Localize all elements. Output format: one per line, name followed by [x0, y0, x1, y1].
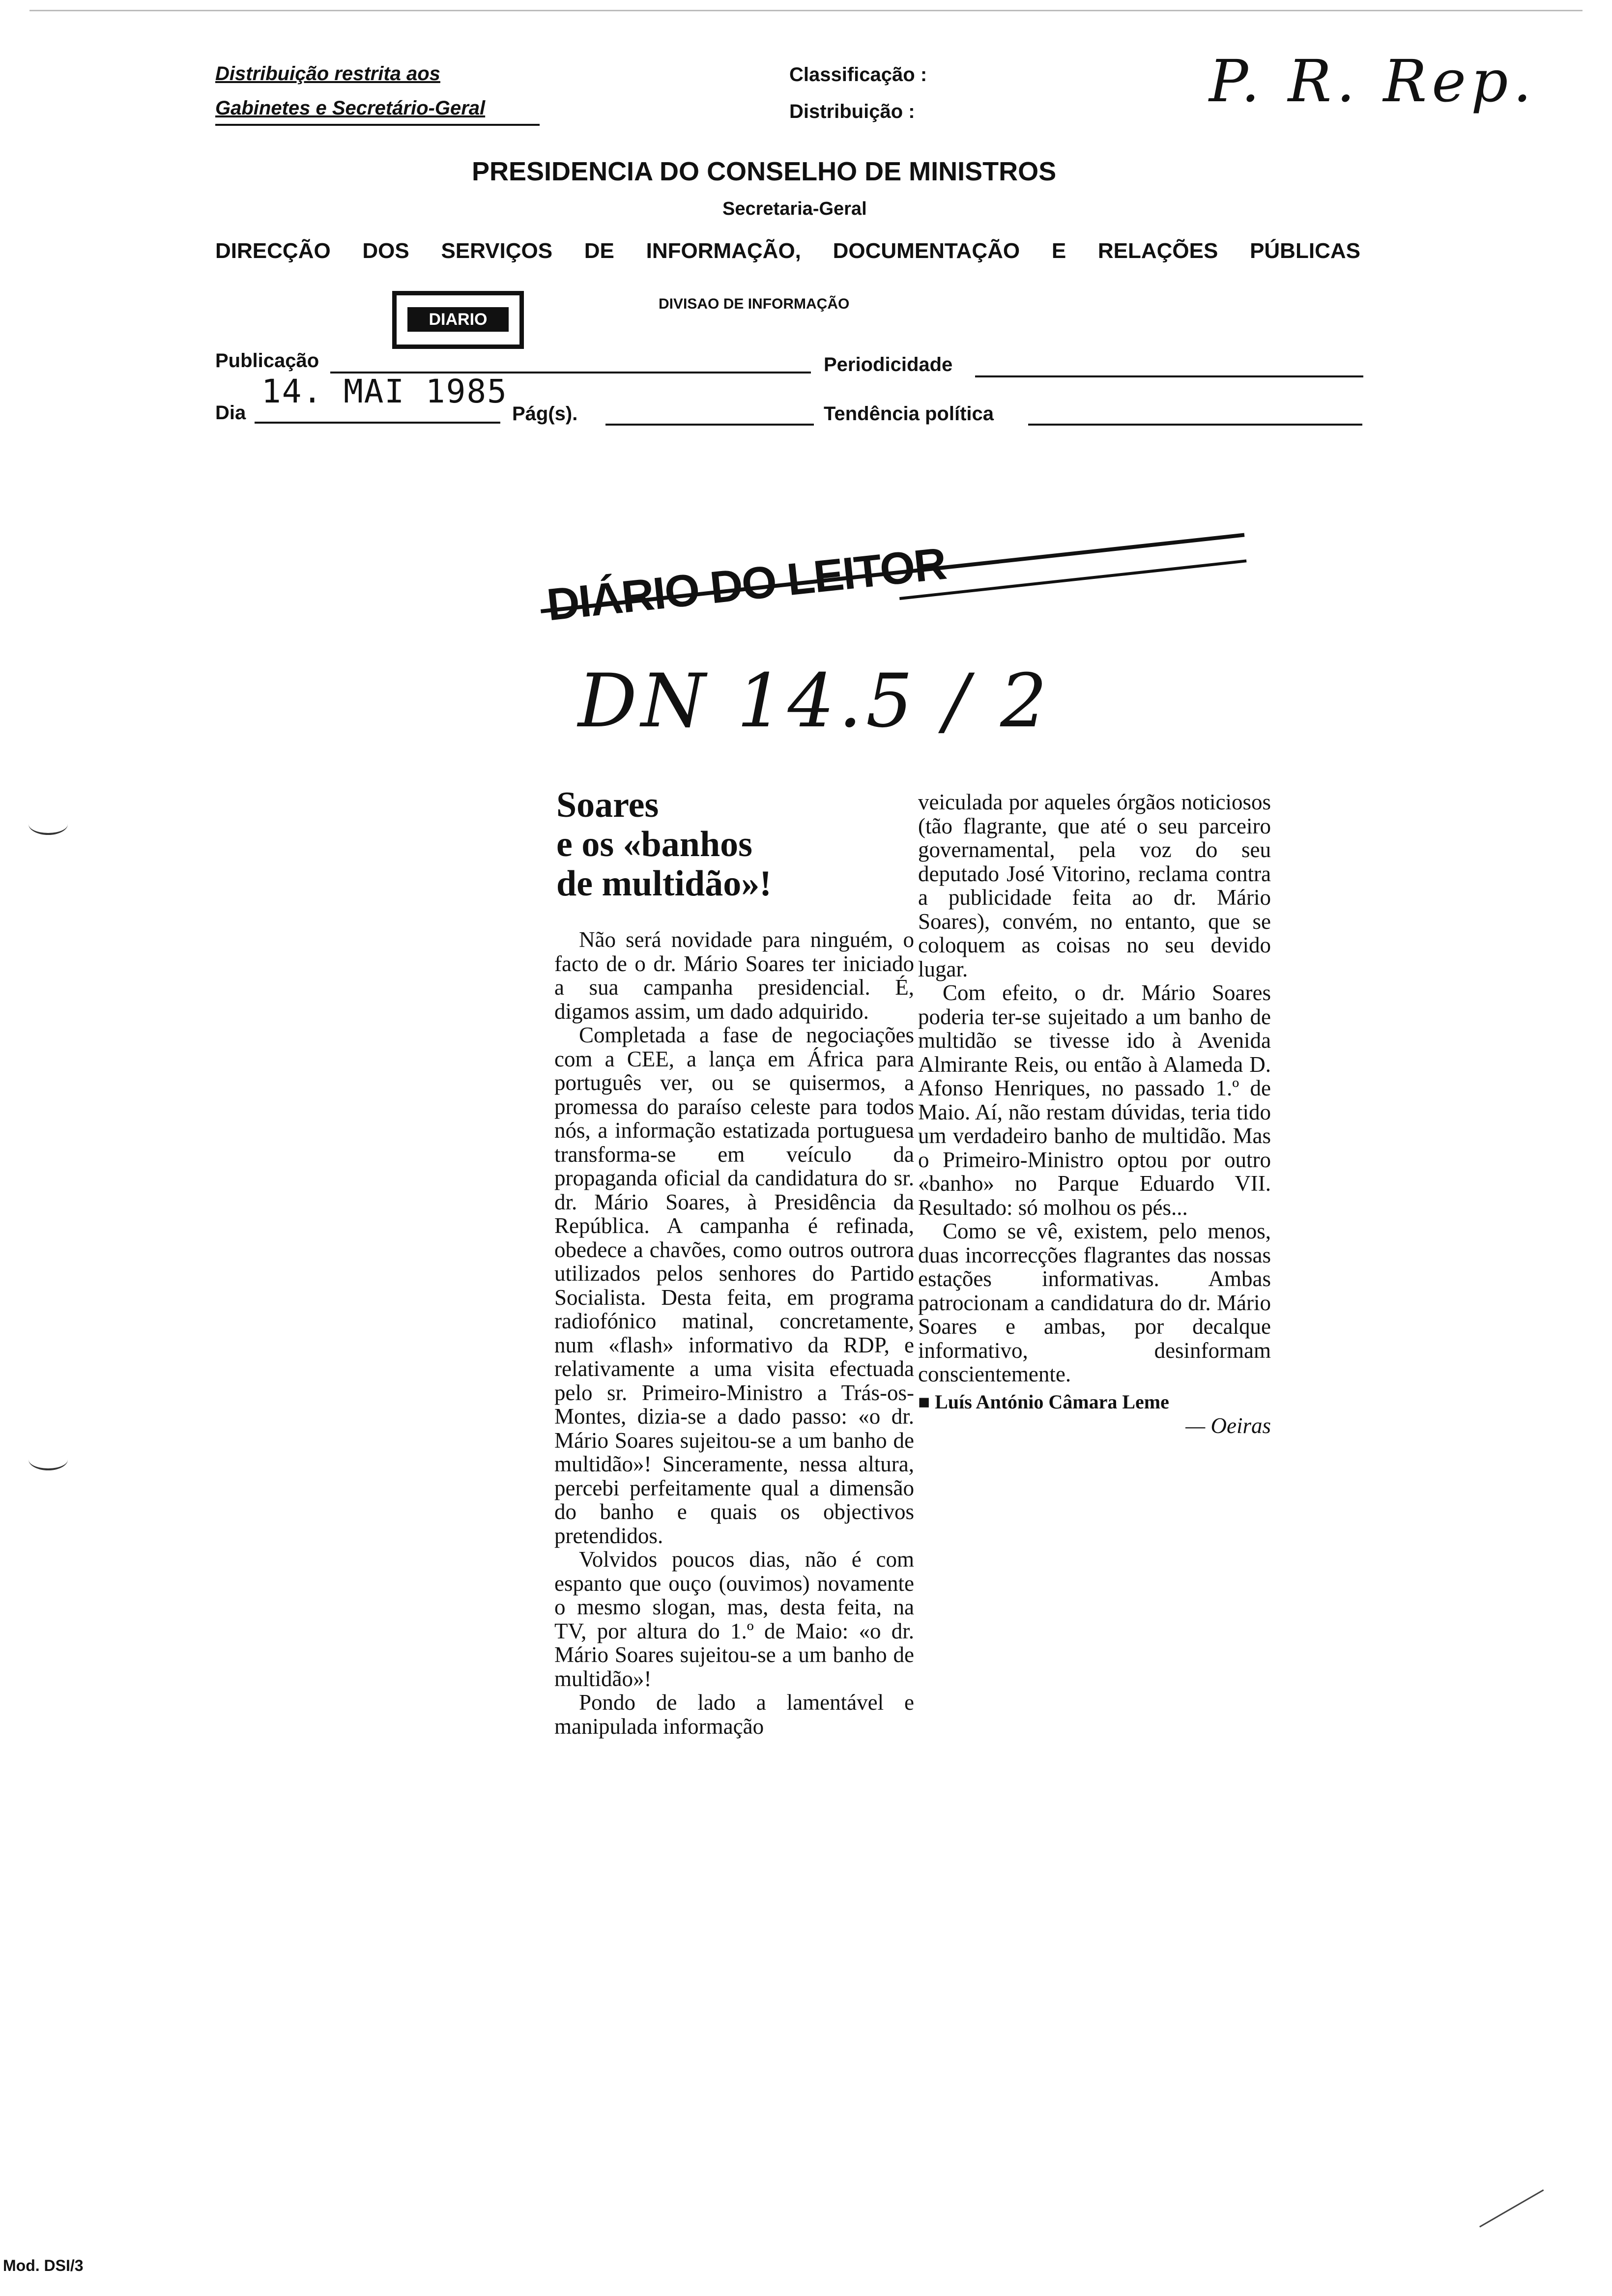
pag-label: Pág(s). [512, 403, 578, 425]
handwritten-note: P. R. Rep. [1209, 47, 1537, 115]
distribution-underline [215, 124, 540, 126]
direction-word: DOS [362, 239, 409, 263]
dia-field [255, 422, 500, 424]
paragraph: Completada a fase de negociações com a CEE, a lança em África para português ver, ou se quisermos, a promessa do paraíso celeste para todos nós, a informação estatizada portuguesa transforma-se em veículo da propaganda oficial da candidatura do sr. dr. Mário Soares, à Presidência da República. A campanha é refinada, obedece a chavões, como outros outrora utilizados pelos senhores do Partido Socialista. Desta feita, em programa radiofónico matinal, concretamente, num «flash» informativo da RDP, e relativamente a uma visita efectuada pelo sr. Primeiro-Ministro a Trás-os-Montes, dizia-se a dado passo: «o dr. Mário Soares sujeitou-se a um banho de multidão»! Sinceramente, nessa altura, percebi perfeitamente qual a dimensão do banho e quais os objectivos pretendidos. [554, 1023, 914, 1548]
margin-mark [29, 1449, 68, 1470]
division-label: DIVISAO DE INFORMAÇÃO [659, 296, 850, 312]
pag-field [605, 424, 814, 426]
direction-word: PÚBLICAS [1250, 239, 1360, 263]
direction-word: DE [584, 239, 614, 263]
headline-line: e os «banhos [556, 824, 752, 864]
headline [556, 785, 772, 903]
tendencia-label: Tendência política [824, 403, 994, 425]
corner-mark [1479, 2189, 1544, 2228]
paragraph: Com efeito, o dr. Mário Soares poderia ter-se sujeitado a um banho de multidão se tivesse ido à Avenida Almirante Reis, ou então à Alameda D. Afonso Henriques, no passado 1.º de Maio. Aí, não restam dúvidas, teria tido um verdadeiro banho de multidão. Mas o Primeiro-Ministro optou por outro «banho» no Parque Eduardo VII. Resultado: só molhou os pés... [918, 980, 1271, 1220]
signature-place: — Oeiras [1185, 1413, 1271, 1438]
direction-line [215, 239, 1360, 263]
paragraph: veiculada por aqueles órgãos noticiosos (tão flagrante, que até o seu parceiro governamental, pela voz do seu deputado José Vitorino, reclama contra a publicidade feita ao dr. Mário Soares), convém, no entanto, que se coloquem as coisas no seu devido lugar. [918, 790, 1271, 981]
headline-line: Soares [556, 785, 659, 825]
org-subtitle: Secretaria-Geral [722, 199, 867, 219]
diario-stamp [392, 291, 524, 349]
handwritten-ref: DN 14.5 / 2 [578, 659, 1051, 744]
periodicidade-field [975, 375, 1363, 377]
form-code: Mod. DSI/3 [3, 2257, 84, 2274]
tendencia-field [1028, 424, 1362, 426]
distribution-line-2: Gabinetes e Secretário-Geral [215, 97, 486, 119]
paragraph: Pondo de lado a lamentável e manipulada informação [554, 1690, 914, 1739]
headline-line: de multidão»! [556, 863, 772, 904]
direction-word: RELAÇÕES [1097, 239, 1218, 263]
signature-name: ■ Luís António Câmara Leme [918, 1390, 1169, 1413]
direction-word: DIRECÇÃO [215, 239, 331, 263]
distribution-line-1: Distribuição restrita aos [215, 63, 440, 85]
article-column-1 [554, 928, 914, 1738]
direction-word: SERVIÇOS [441, 239, 553, 263]
publicacao-label: Publicação [215, 350, 319, 372]
direction-word: INFORMAÇÃO, [646, 239, 801, 263]
classification-label: Classificação : [789, 64, 927, 86]
direction-word: DOCUMENTAÇÃO [833, 239, 1020, 263]
periodicidade-label: Periodicidade [824, 354, 953, 375]
top-rule [29, 10, 1583, 11]
paragraph: Não será novidade para ninguém, o facto de o dr. Mário Soares ter iniciado a sua campanha presidencial. É, digamos assim, um dado adquirido. [554, 927, 914, 1024]
stamp-label: DIARIO [407, 307, 509, 332]
distribution-label: Distribuição : [789, 101, 915, 122]
dia-label: Dia [215, 402, 246, 424]
margin-mark [29, 813, 68, 835]
direction-word: E [1051, 239, 1066, 263]
article-column-2 [918, 790, 1271, 1438]
paragraph: Como se vê, existem, pelo menos, duas incorrecções flagrantes das nossas estações informativas. Ambas patrocionam a candidatura do dr. Mário Soares e ambas, por decalque informativo, desinformam conscientemente. [918, 1219, 1271, 1386]
paragraph: Volvidos poucos dias, não é com espanto que ouço (ouvimos) novamente o mesmo slogan, mas, desta feita, na TV, por altura do 1.º de Maio: «o dr. Mário Soares sujeitou-se a um banho de multidão»! [554, 1547, 914, 1691]
dia-value: 14. MAI 1985 [261, 373, 508, 410]
org-title: PRESIDENCIA DO CONSELHO DE MINISTROS [472, 157, 1057, 186]
section-banner: DIÁRIO DO LEITOR [545, 538, 949, 631]
